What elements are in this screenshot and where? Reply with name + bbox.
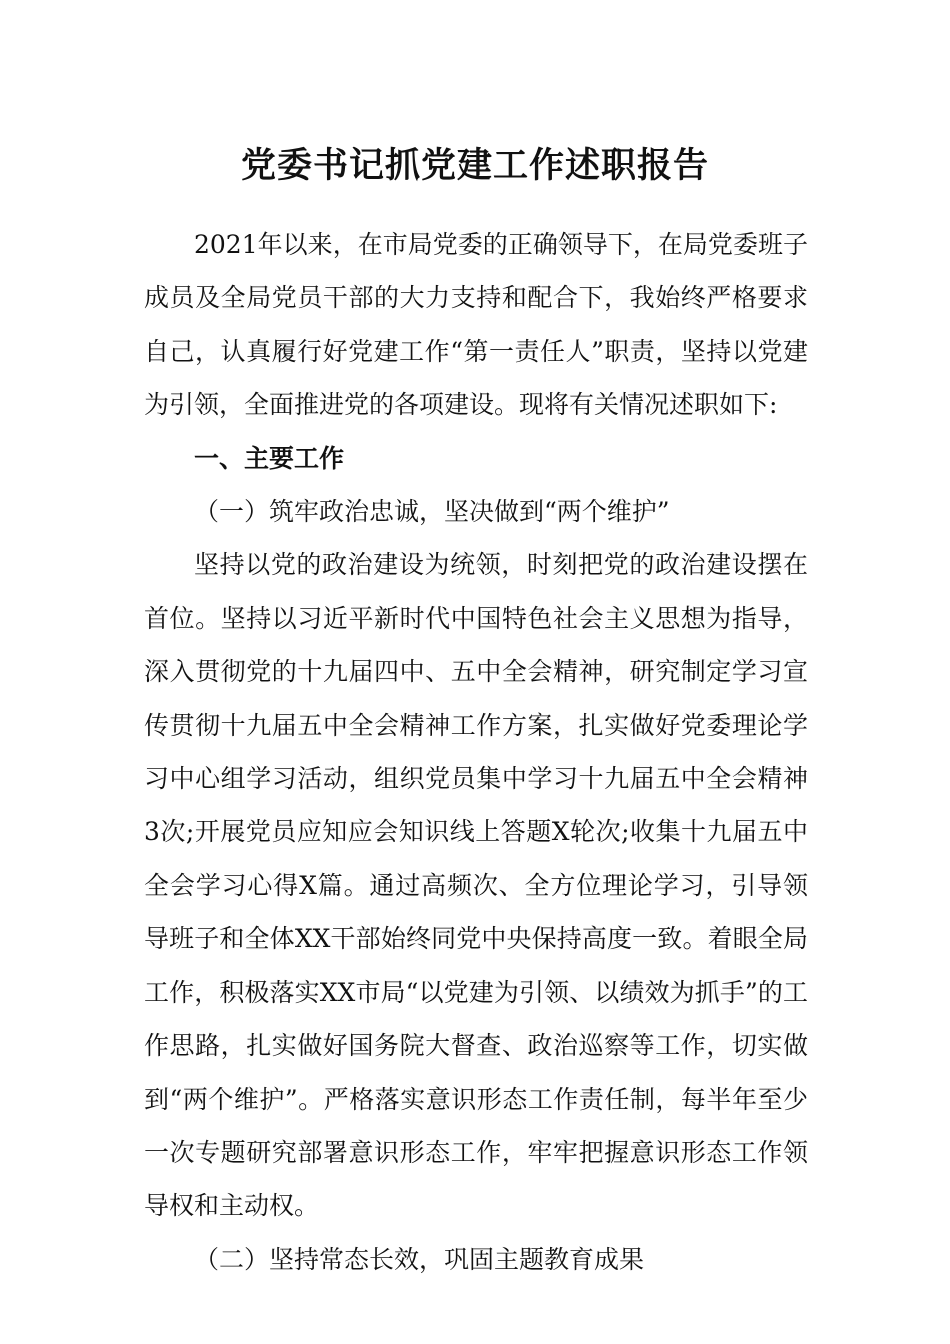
- document-body: [144, 218, 808, 1286]
- document-title: 党委书记抓党建工作述职报告: [240, 146, 709, 186]
- section-heading-main-work: 一、主要工作: [194, 443, 345, 473]
- subsection-heading-theme-education: （二）坚持常态长效，巩固主题教育成果: [194, 1244, 645, 1274]
- subsection-paragraph-political-loyalty: 坚持以党的政治建设为统领，时刻把党的政治建设摆在首位。坚持以习近平新时代中国特色社会主义思想为指导，深入贯彻党的十九届四中、五中全会精神，研究制定学习宣传贯彻十九届五中全会精神工作方案，扎实做好党委理论学习中心组学习活动，组织党员集中学习十九届五中全会精神3次;开展党员应知应会知识线上答题X轮次;收集十九届五中全会学习心得X篇。通过高频次、全方位理论学习，引导领导班子和全体XX干部始终同党中央保持高度一致。着眼全局工作，积极落实XX市局“以党建为引领、以绩效为抓手”的工作思路，扎实做好国务院大督查、政治巡察等工作，切实做到“两个维护”。严格落实意识形态工作责任制，每半年至少一次专题研究部署意识形态工作，牢牢把握意识形态工作领导权和主动权。: [144, 550, 808, 1221]
- subsection-heading-political-loyalty: （一）筑牢政治忠诚，坚决做到“两个维护”: [194, 497, 670, 527]
- intro-paragraph: 2021年以来，在市局党委的正确领导下，在局党委班子成员及全局党员干部的大力支持和配合下，我始终严格要求自己，认真履行好党建工作“第一责任人”职责，坚持以党建为引领，全面推进党的各项建设。现将有关情况述职如下:: [144, 230, 808, 420]
